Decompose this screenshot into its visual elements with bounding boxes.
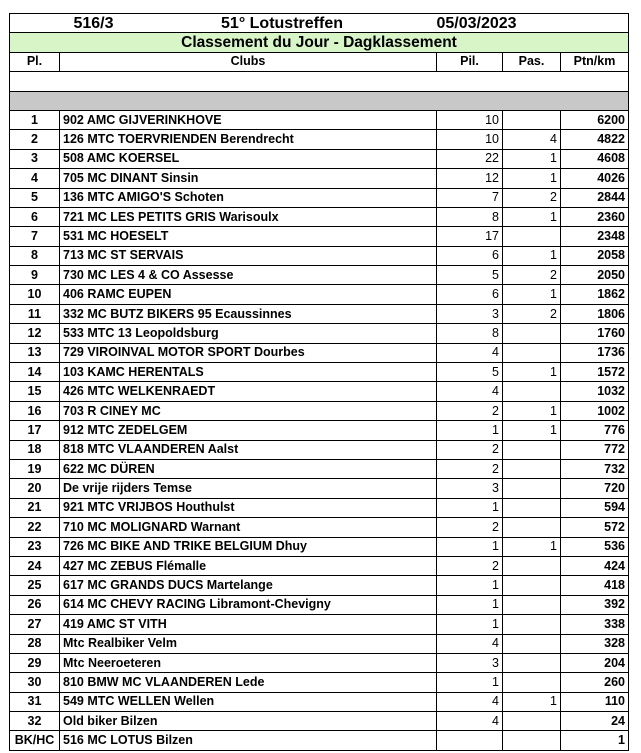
- classement-table: [9, 13, 629, 751]
- club-cell: 622 MC DÜREN: [60, 459, 437, 478]
- pilots-cell: 7: [437, 188, 503, 207]
- pilots-cell: 2: [437, 401, 503, 420]
- passengers-cell: [503, 731, 561, 750]
- pilots-cell: 2: [437, 440, 503, 459]
- club-cell: 426 MTC WELKENRAEDT: [60, 382, 437, 401]
- passengers-cell: [503, 479, 561, 498]
- passengers-cell: [503, 324, 561, 343]
- points-cell: 2050: [561, 266, 629, 285]
- points-cell: 1736: [561, 343, 629, 362]
- points-cell: 2058: [561, 246, 629, 265]
- table-row: [10, 285, 629, 304]
- event-date: 05/03/2023: [436, 14, 517, 32]
- page-title: Classement du Jour - Dagklassement: [10, 33, 629, 52]
- points-cell: 260: [561, 673, 629, 692]
- place-cell: 32: [10, 712, 60, 731]
- points-cell: 328: [561, 634, 629, 653]
- points-cell: 2844: [561, 188, 629, 207]
- place-cell: 5: [10, 188, 60, 207]
- club-cell: 902 AMC GIJVERINKHOVE: [60, 110, 437, 129]
- points-cell: 732: [561, 459, 629, 478]
- passengers-cell: [503, 498, 561, 517]
- points-cell: 594: [561, 498, 629, 517]
- place-cell: 12: [10, 324, 60, 343]
- club-cell: 726 MC BIKE AND TRIKE BELGIUM Dhuy: [60, 537, 437, 556]
- place-cell: 10: [10, 285, 60, 304]
- passengers-cell: [503, 576, 561, 595]
- pilots-cell: 4: [437, 712, 503, 731]
- place-cell: 11: [10, 304, 60, 323]
- table-row: [10, 343, 629, 362]
- club-cell: 427 MC ZEBUS Flémalle: [60, 556, 437, 575]
- table-row: [10, 227, 629, 246]
- table-row: [10, 634, 629, 653]
- col-header-clubs: Clubs: [60, 52, 437, 71]
- club-cell: 516 MC LOTUS Bilzen: [60, 731, 437, 750]
- club-cell: 419 AMC ST VITH: [60, 615, 437, 634]
- pilots-cell: 1: [437, 498, 503, 517]
- pilots-cell: 3: [437, 304, 503, 323]
- pilots-cell: [437, 731, 503, 750]
- passengers-cell: [503, 343, 561, 362]
- pilots-cell: 4: [437, 343, 503, 362]
- table-row: [10, 324, 629, 343]
- table-row: [10, 673, 629, 692]
- club-cell: Mtc Neeroeteren: [60, 653, 437, 672]
- club-cell: Old biker Bilzen: [60, 712, 437, 731]
- pilots-cell: 22: [437, 149, 503, 168]
- points-cell: 110: [561, 692, 629, 711]
- col-header-place: Pl.: [10, 52, 60, 71]
- place-cell: 20: [10, 479, 60, 498]
- table-row: [10, 169, 629, 188]
- pilots-cell: 1: [437, 537, 503, 556]
- table-row: [10, 130, 629, 149]
- passengers-cell: [503, 653, 561, 672]
- club-cell: 729 VIROINVAL MOTOR SPORT Dourbes: [60, 343, 437, 362]
- pilots-cell: 1: [437, 595, 503, 614]
- club-cell: 126 MTC TOERVRIENDEN Berendrecht: [60, 130, 437, 149]
- event-name: 51° Lotustreffen: [221, 14, 343, 32]
- points-cell: 772: [561, 440, 629, 459]
- pilots-cell: 6: [437, 246, 503, 265]
- place-cell: 9: [10, 266, 60, 285]
- col-header-pilots: Pil.: [437, 52, 503, 71]
- table-row: [10, 149, 629, 168]
- table-row: [10, 266, 629, 285]
- place-cell: BK/HC: [10, 731, 60, 750]
- passengers-cell: 4: [503, 130, 561, 149]
- passengers-cell: [503, 227, 561, 246]
- place-cell: 22: [10, 518, 60, 537]
- points-cell: 1: [561, 731, 629, 750]
- club-cell: Mtc Realbiker Velm: [60, 634, 437, 653]
- table-row: [10, 363, 629, 382]
- place-cell: 27: [10, 615, 60, 634]
- pilots-cell: 5: [437, 363, 503, 382]
- club-cell: 332 MC BUTZ BIKERS 95 Ecaussinnes: [60, 304, 437, 323]
- points-cell: 392: [561, 595, 629, 614]
- points-cell: 4608: [561, 149, 629, 168]
- table-row: [10, 712, 629, 731]
- passengers-cell: 1: [503, 149, 561, 168]
- table-row: [10, 421, 629, 440]
- pilots-cell: 3: [437, 653, 503, 672]
- passengers-cell: [503, 673, 561, 692]
- table-row: [10, 440, 629, 459]
- place-cell: 7: [10, 227, 60, 246]
- passengers-cell: 1: [503, 363, 561, 382]
- event-header-row: [10, 14, 629, 33]
- col-header-passengers: Pas.: [503, 52, 561, 71]
- table-row: [10, 498, 629, 517]
- table-row: [10, 556, 629, 575]
- table-row: [10, 615, 629, 634]
- place-cell: 19: [10, 459, 60, 478]
- club-cell: 703 R CINEY MC: [60, 401, 437, 420]
- passengers-cell: [503, 712, 561, 731]
- table-row: [10, 207, 629, 226]
- passengers-cell: 1: [503, 285, 561, 304]
- passengers-cell: [503, 382, 561, 401]
- place-cell: 16: [10, 401, 60, 420]
- pilots-cell: 2: [437, 518, 503, 537]
- place-cell: 24: [10, 556, 60, 575]
- points-cell: 1806: [561, 304, 629, 323]
- passengers-cell: [503, 459, 561, 478]
- place-cell: 17: [10, 421, 60, 440]
- passengers-cell: [503, 556, 561, 575]
- points-cell: 536: [561, 537, 629, 556]
- passengers-cell: 2: [503, 304, 561, 323]
- place-cell: 18: [10, 440, 60, 459]
- club-cell: 912 MTC ZEDELGEM: [60, 421, 437, 440]
- club-cell: 531 MC HOESELT: [60, 227, 437, 246]
- table-row: [10, 653, 629, 672]
- points-cell: 1572: [561, 363, 629, 382]
- club-cell: 721 MC LES PETITS GRIS Warisoulx: [60, 207, 437, 226]
- points-cell: 4026: [561, 169, 629, 188]
- club-cell: 533 MTC 13 Leopoldsburg: [60, 324, 437, 343]
- passengers-cell: [503, 615, 561, 634]
- pilots-cell: 4: [437, 382, 503, 401]
- pilots-cell: 8: [437, 207, 503, 226]
- club-cell: 508 AMC KOERSEL: [60, 149, 437, 168]
- table-row: [10, 518, 629, 537]
- passengers-cell: 1: [503, 692, 561, 711]
- pilots-cell: 1: [437, 421, 503, 440]
- points-cell: 572: [561, 518, 629, 537]
- pilots-cell: 6: [437, 285, 503, 304]
- place-cell: 31: [10, 692, 60, 711]
- club-cell: 713 MC ST SERVAIS: [60, 246, 437, 265]
- pilots-cell: 12: [437, 169, 503, 188]
- table-row: [10, 110, 629, 129]
- pilots-cell: 4: [437, 634, 503, 653]
- pilots-cell: 4: [437, 692, 503, 711]
- place-cell: 13: [10, 343, 60, 362]
- column-header-row: [10, 52, 629, 71]
- table-row: [10, 576, 629, 595]
- passengers-cell: [503, 440, 561, 459]
- table-row: [10, 188, 629, 207]
- points-cell: 1032: [561, 382, 629, 401]
- club-cell: 136 MTC AMIGO'S Schoten: [60, 188, 437, 207]
- points-cell: 418: [561, 576, 629, 595]
- points-cell: 776: [561, 421, 629, 440]
- event-number: 516/3: [73, 14, 114, 32]
- pilots-cell: 1: [437, 576, 503, 595]
- club-cell: 617 MC GRANDS DUCS Martelange: [60, 576, 437, 595]
- club-cell: 705 MC DINANT Sinsin: [60, 169, 437, 188]
- passengers-cell: 2: [503, 188, 561, 207]
- pilots-cell: 10: [437, 130, 503, 149]
- place-cell: 21: [10, 498, 60, 517]
- pilots-cell: 3: [437, 479, 503, 498]
- points-cell: 24: [561, 712, 629, 731]
- passengers-cell: 2: [503, 266, 561, 285]
- place-cell: 3: [10, 149, 60, 168]
- spacer-row: [10, 72, 629, 91]
- club-cell: 614 MC CHEVY RACING Libramont-Chevigny: [60, 595, 437, 614]
- passengers-cell: [503, 595, 561, 614]
- separator-bar: [10, 91, 629, 110]
- table-row: [10, 246, 629, 265]
- table-row: [10, 537, 629, 556]
- place-cell: 28: [10, 634, 60, 653]
- club-cell: 818 MTC VLAANDEREN Aalst: [60, 440, 437, 459]
- place-cell: 25: [10, 576, 60, 595]
- table-row: [10, 595, 629, 614]
- passengers-cell: [503, 110, 561, 129]
- table-row: [10, 401, 629, 420]
- points-cell: 424: [561, 556, 629, 575]
- points-cell: 1862: [561, 285, 629, 304]
- passengers-cell: [503, 634, 561, 653]
- passengers-cell: 1: [503, 401, 561, 420]
- place-cell: 14: [10, 363, 60, 382]
- pilots-cell: 8: [437, 324, 503, 343]
- passengers-cell: 1: [503, 421, 561, 440]
- points-cell: 204: [561, 653, 629, 672]
- club-cell: 810 BMW MC VLAANDEREN Lede: [60, 673, 437, 692]
- passengers-cell: 1: [503, 246, 561, 265]
- table-row: [10, 479, 629, 498]
- points-cell: 1760: [561, 324, 629, 343]
- pilots-cell: 1: [437, 673, 503, 692]
- place-cell: 4: [10, 169, 60, 188]
- club-cell: 730 MC LES 4 & CO Assesse: [60, 266, 437, 285]
- place-cell: 8: [10, 246, 60, 265]
- club-cell: 103 KAMC HERENTALS: [60, 363, 437, 382]
- points-cell: 4822: [561, 130, 629, 149]
- table-row: [10, 382, 629, 401]
- points-cell: 2360: [561, 207, 629, 226]
- passengers-cell: 1: [503, 169, 561, 188]
- place-cell: 6: [10, 207, 60, 226]
- place-cell: 23: [10, 537, 60, 556]
- title-row: [10, 33, 629, 52]
- club-cell: De vrije rijders Temse: [60, 479, 437, 498]
- pilots-cell: 2: [437, 556, 503, 575]
- club-cell: 549 MTC WELLEN Wellen: [60, 692, 437, 711]
- points-cell: 1002: [561, 401, 629, 420]
- pilots-cell: 10: [437, 110, 503, 129]
- place-cell: 29: [10, 653, 60, 672]
- points-cell: 338: [561, 615, 629, 634]
- place-cell: 26: [10, 595, 60, 614]
- club-cell: 406 RAMC EUPEN: [60, 285, 437, 304]
- passengers-cell: [503, 518, 561, 537]
- passengers-cell: 1: [503, 207, 561, 226]
- table-row: [10, 692, 629, 711]
- place-cell: 30: [10, 673, 60, 692]
- passengers-cell: 1: [503, 537, 561, 556]
- pilots-cell: 1: [437, 615, 503, 634]
- points-cell: 6200: [561, 110, 629, 129]
- table-row: [10, 731, 629, 750]
- club-cell: 710 MC MOLIGNARD Warnant: [60, 518, 437, 537]
- club-cell: 921 MTC VRIJBOS Houthulst: [60, 498, 437, 517]
- pilots-cell: 17: [437, 227, 503, 246]
- place-cell: 1: [10, 110, 60, 129]
- pilots-cell: 2: [437, 459, 503, 478]
- table-row: [10, 304, 629, 323]
- table-row: [10, 459, 629, 478]
- place-cell: 15: [10, 382, 60, 401]
- points-cell: 2348: [561, 227, 629, 246]
- col-header-points: Ptn/km: [561, 52, 629, 71]
- place-cell: 2: [10, 130, 60, 149]
- pilots-cell: 5: [437, 266, 503, 285]
- points-cell: 720: [561, 479, 629, 498]
